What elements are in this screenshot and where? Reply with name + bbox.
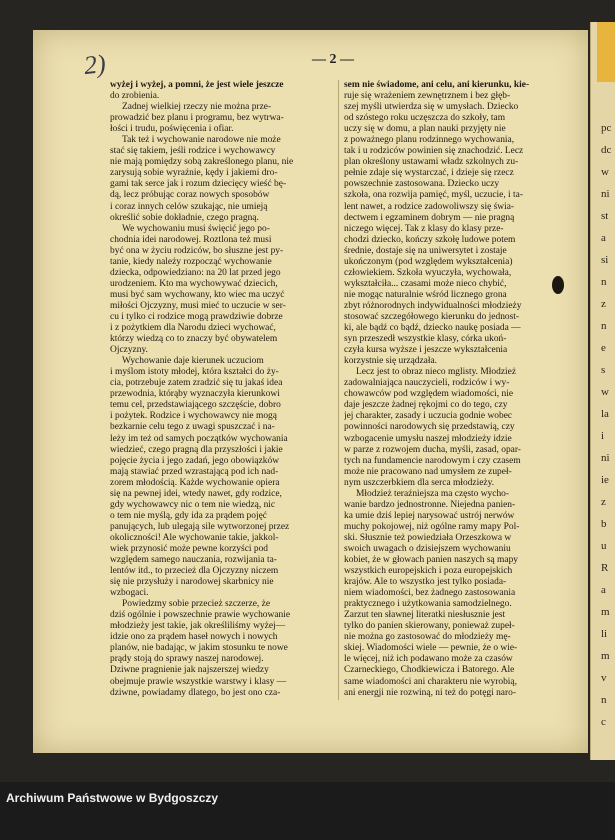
adjacent-page-text-fragment: z [601,298,606,310]
adjacent-page-text-fragment: la [601,408,609,420]
text-line: wykształciła... czasami może nieco chybić, [344,278,507,289]
text-line: wiek przynosić może pewne korzyści pod [110,543,269,554]
adjacent-page-text-fragment: ie [601,474,609,486]
text-line: dectwem i egzaminem dobrym — nie pragną [344,212,515,223]
text-line: Młodzież teraźniejsza ma często wycho- [356,488,510,499]
text-line: nie mają pomiędzy sobą zakreślonego planu, nie [110,157,294,168]
text-line: prowadzić bez planu i programu, bez wytrwa- [110,113,284,124]
text-line: ukończonym (pod względem wykształcenia) [344,256,513,267]
text-line: ani energji nie rozwiną, ni też do potęgi naro- [344,687,516,698]
text-line: skiej. Wiadomości wiele — pewnie, że o wie- [344,643,518,654]
text-line: obejmuje prawie wszystkie warstwy i klasy — [110,676,287,687]
text-line: stać się takiem, jeśli rodzice i wychowawcy [110,146,276,157]
text-line: pojęcie życia i jego zadań, jego obowiązków [110,455,280,466]
adjacent-page-text-fragment: n [601,276,607,288]
text-line: same wiadomości ani charakteru nie wyrobią, [344,676,517,687]
text-line: może nie pracowano nad umysłem ze zupeł- [344,466,512,477]
text-line: Wychowanie daje kierunek uczuciom [122,356,264,367]
text-line: praktycznego i użytkowania samodzielnego. [344,599,512,610]
text-line: dziwne, powiadamy dlatego, bo jest ono cza- [110,687,281,698]
adjacent-page-text-fragment: st [601,210,609,222]
adjacent-page-edge [590,22,615,760]
text-line: dziś ogólnie i powszechnie prawie wychowanie [110,610,291,621]
text-line: zarysują sobie wyraźnie, kędy i jakiemi dro- [110,168,278,179]
adjacent-page-text-fragment: b [601,518,607,530]
adjacent-page-text-fragment: z [601,496,606,508]
text-line: wszystkich europejskich i poza europejskich [344,566,513,577]
text-line: ski. Słusznie też powiedziała Orzeszkowa w [344,532,512,543]
text-line: muchy pokojowej, niż ogólne ramy mapy Pol- [344,521,520,532]
adjacent-page-text-fragment: e [601,342,606,354]
text-line: jej charakter, zasady i uczucia godnie wobec [344,411,513,422]
text-line: od szóstego roku uczęszcza do szkoły, tam [344,113,506,124]
text-line: człowiekiem. Szkoła wyuczyła, wychowała, [344,267,512,278]
text-line: ki, ale bądź co bądź, dziecko naukę posiada — [344,323,521,334]
text-column-right [344,80,571,699]
text-line: panujących, lub ulegają sile wytworzonej przez [110,521,290,532]
text-line: i z pożytkiem dla Narodu dzieci wychować, [110,323,276,334]
adjacent-page-text-fragment: i [601,430,605,442]
adjacent-page-text-fragment: pc [601,122,612,134]
text-line: musi być sam wychowany, kto wiec ma uczyć [110,289,285,300]
text-line: urodzeniem. Kto ma wychowywać dziecich, [110,278,278,289]
text-line: wzbogacenie umysłu naszej młodzieży idzie [344,433,512,444]
text-line: nym uszczerbkiem dla serca młodzieży. [344,477,495,488]
text-line: powinności narodowych się przedstawią, czy [344,422,515,433]
text-line: tak i u rodziców powinien się znachodzić. Lecz [344,146,524,157]
text-line: wzbogaci. [110,588,149,599]
adjacent-page-text-fragment: m [601,606,610,618]
text-line: młodzieży jest takie, jak określiliśmy wyżej— [110,621,286,632]
adjacent-page-text-fragment: R [601,562,609,574]
text-line: bezkarnie celu tego z uwagi spuszczać i na- [110,422,275,433]
text-line: uczy się w domu, a plan nauki przyjęty nie [344,124,506,135]
text-line: ka umie dziś lepiej narysować ustrój nerwów [344,510,515,521]
text-line: ruje się wrażeniem zewnętrznem i bez głęb- [344,91,511,102]
text-line: kobiet, że w głowach panien naszych są mapy [344,555,519,566]
text-line: chodzi dziecko, kończy szkołę ludowe potem [344,234,516,245]
adjacent-page-text-fragment: n [601,320,607,332]
text-line: We wychowaniu musi święcić jego po- [122,223,270,234]
text-line: syn przeszedł wszystkie klasy, córka ukoń- [344,334,507,345]
text-line: prądy stoją do sprawy naszej narodowej. [110,654,264,665]
text-line: leży im też od samych początków wychowania [110,433,288,444]
text-line: dą, lecz próbując coraz nowych sposobów [110,190,270,201]
text-line: i myślom istoty młodej, która kształci do ży- [110,367,279,378]
text-line: którzy wiedzą co to znaczy być obywatelem [110,334,278,345]
text-line: sem nie świadome, ani celu, ani kierunku, kie- [344,80,530,90]
adjacent-page-text-fragment: n [601,694,607,706]
text-line: plan określony ustawami władz szkolnych zu- [344,157,519,168]
adjacent-page-text-fragment: v [601,672,607,684]
adjacent-page-text-fragment: dc [601,144,612,156]
adjacent-page-text-fragment: s [601,364,606,376]
text-line: temu cel, przedstawiającego szczęście, dobro [110,400,281,411]
text-line: nie można go zastosować do młodzieży mę- [344,632,511,643]
text-line: tylko do panien skierowany, ponieważ zupeł- [344,621,515,632]
ink-stain [552,276,564,294]
text-line: i coraz innych celów szukając, nie umieją [110,201,268,212]
adjacent-page-text-fragment: ni [601,188,610,200]
text-line: dziecka, odpowiedziano: na 20 lat przed jego [110,267,281,278]
adjacent-page-text-fragment: ni [601,452,610,464]
text-line: Lecz jest to obraz nieco mglisty. Młodzież [356,367,517,378]
text-line: stosować szczegółowego kierunku do jednost- [344,311,520,322]
text-line: pełnie zdaje się wystarczać, i dzieje się rzecz [344,168,514,179]
adjacent-page-text-fragment: a [601,232,606,244]
text-line: lent nawet, a rodzice zadowoliwszy się świa- [344,201,515,212]
text-line: i pożytek. Rodzice i wychowawcy nie mogą [110,411,277,422]
text-line: Powiedzmy sobie przecież szczerze, że [122,599,271,610]
text-line: chowawców pod względem wiadomości, nie [344,389,514,400]
text-line: zbyt różnorodnych indywidualności młodzieży [344,300,522,311]
adjacent-page-tab [597,22,615,82]
text-line: korzystnie się urządzała. [344,356,438,367]
text-line: niem wiadomości, bez żadnego zastosowania [344,588,516,599]
text-line: mają stawiać przed wzrastającą pod ich nad- [110,466,279,477]
text-line: Dziwne pragnienie jak najszerszej wiedzy [110,665,269,676]
text-line: Żadnej wielkiej rzeczy nie można prze- [122,102,272,113]
text-line: czyła kursa wyższe i jeszcze wykształcenia [344,345,508,356]
text-line: cia, potrzebuje zatem zradzić się tu jakaś idea [110,378,283,389]
text-line: wiedzieć, czego pragną dla przyszłości i jakie [110,444,283,455]
text-line: Zarzut ten sławnej literatki niesłusznie jest [344,610,506,621]
text-line: Czarneckiego, Chodkiewicza i Batorego. Ale [344,665,515,676]
text-line: le więcej, niż ich podawano może za czasów [344,654,513,665]
text-line: średnie, dostaje się na uniwersytet i zostaje [344,245,507,256]
text-line: idzie ono za prądem haseł nowych i nowych [110,632,278,643]
text-column-left [110,80,337,699]
text-line: wanie bardzo jednostronne. Niejedna panien- [344,499,516,510]
text-line: okoliczności! Ale wychowanie takie, jakkol- [110,532,279,543]
text-line: swoich uwagach o dzisiejszem wychowaniu [344,543,511,554]
text-line: z poważnego planu rodzinnego wychowania, [344,135,515,146]
adjacent-page-text-fragment: si [601,254,609,266]
handwritten-page-mark: 2) [82,48,108,81]
text-line: krajów. Ale to wszystko jest tylko posiada- [344,577,507,588]
text-line: cu i tylko ci rodzice mogą prawdziwie dobrze [110,311,283,322]
adjacent-page-text-fragment: u [601,540,607,552]
text-line: o tem nie myślą, gdy ida za prądem pojęć [110,510,267,521]
archive-footer-label: Archiwum Państwowe w Bydgoszczy [6,791,219,805]
text-line: niczego więcej. Tak z klasy do klasy prze- [344,223,504,234]
adjacent-page-text-fragment: w [601,386,609,398]
column-divider [338,80,339,700]
text-line: zorem młodością. Każde wychowanie opiera [110,477,280,488]
adjacent-page-text-fragment: w [601,166,609,178]
text-line: w parze z rozwojem ducha, myśli, zasad, opar- [344,444,521,455]
text-line: względem samego nauczania, rozwijania ta- [110,555,277,566]
text-line: planów, nie badając, w jakim stosunku te nowe [110,643,288,654]
text-line: Tak też i wychowanie narodowe nie może [122,135,281,146]
adjacent-page-text-fragment: c [601,716,606,728]
text-line: się nie przysłuży i narodowej skarbnicy nie [110,577,274,588]
text-line: nie mogąc naturalnie wśród licznego grona [344,289,507,300]
text-line: Ojczyzny. [110,345,148,356]
text-line: łości i trudu, poświęcenia i ofiar. [110,124,234,135]
text-line: się na pewnej idei, wtedy nawet, gdy rodzice, [110,488,282,499]
text-line: miłości Ojczyzny, musi mieć to uczucie w ser- [110,300,286,311]
text-line: szkoła, ona rozwija pamięć, myśl, uczucie, i ta- [344,190,523,201]
adjacent-page-text-fragment: m [601,650,610,662]
text-line: powszechnie zastosowana. Dziecko uczy [344,179,500,190]
text-line: wyżej i wyżej, a pomni, że jest wiele jeszcze [110,80,284,90]
text-line: chodnia idei narodowej. Roztlona też musi [110,234,272,245]
text-line: lentów itd., to przecież dla Ojczyzny niczem [110,566,279,577]
text-line: zadowalniająca nauczycieli, rodziców i wy- [344,378,510,389]
text-line: tanie, kiedy należy rozpocząć wychowanie [110,256,272,267]
text-line: tych na fundamencie narodowym i czy czasem [344,455,521,466]
text-line: daje jeszcze żadnej rękojmi co do tego, czy [344,400,508,411]
text-line: do zrobienia. [110,91,160,102]
text-line: określić sobie dokładnie, czego pragną. [110,212,259,223]
text-line: być ona w życiu rodziców, bo słuszne jest py- [110,245,284,256]
page-number: — 2 — [312,52,354,67]
text-line: szej myśli utwierdza się w umysłach. Dziecko [344,102,519,113]
adjacent-page-text-fragment: li [601,628,608,640]
text-line: przewodnia, którąby wyznaczyła kierunkowi [110,389,280,400]
adjacent-page-text-fragment: a [601,584,606,596]
text-line: gami tak serce jak i rozum dziecięcy wieść bę- [110,179,287,190]
text-line: gdy wychowawcy nic o tem nie wiedzą, nic [110,499,276,510]
